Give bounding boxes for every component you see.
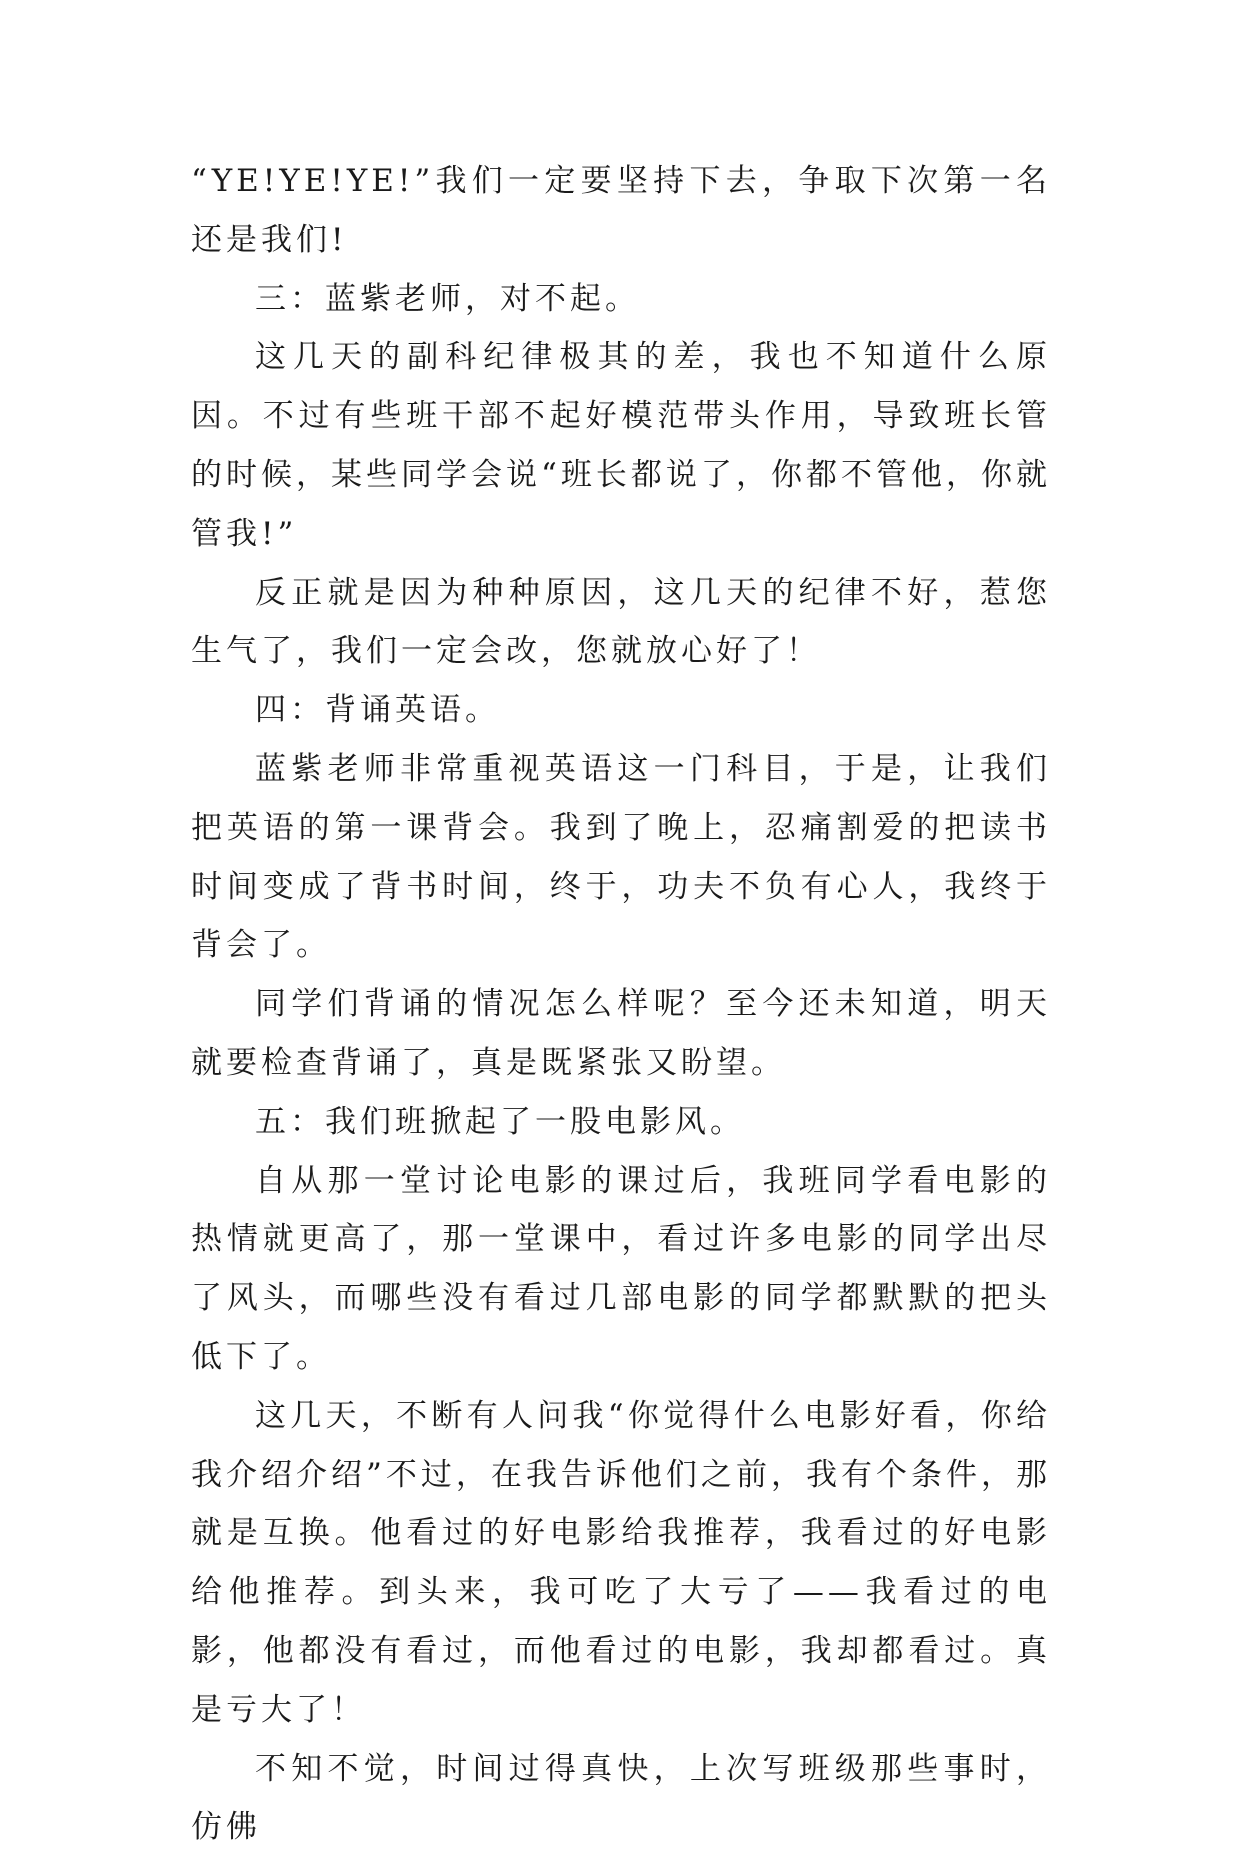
paragraph-6: 蓝紫老师非常重视英语这一门科目，于是，让我们把英语的第一课背会。我到了晚上，忍痛割爱的把读书时间变成了背书时间，终于，功夫不负有心人，我终于背会了。 <box>191 750 1051 964</box>
paragraph-9: 自从那一堂讨论电影的课过后，我班同学看电影的热情就更高了，那一堂课中，看过许多电影的同学出尽了风头，而哪些没有看过几部电影的同学都默默的把头低下了。 <box>191 1162 1051 1375</box>
paragraph-5-heading: 四：背诵英语。 <box>255 692 500 729</box>
paragraph-2-heading: 三：蓝紫老师，对不起。 <box>255 280 640 317</box>
paragraph-7: 同学们背诵的情况怎么样呢？至今还未知道，明天就要检查背诵了，真是既紧张又盼望。 <box>191 986 1051 1081</box>
paragraph-8-heading: 五：我们班掀起了一股电影风。 <box>255 1103 745 1140</box>
paragraph-4: 反正就是因为种种原因，这几天的纪律不好，惹您生气了，我们一定会改，您就放心好了！ <box>191 574 1051 670</box>
paragraph-1: “YE!YE!YE!”我们一定要坚持下去，争取下次第一名还是我们! <box>191 163 1051 258</box>
document-body <box>191 152 1051 1857</box>
paragraph-10: 这几天，不断有人问我“你觉得什么电影好看，你给我介绍介绍”不过，在我告诉他们之前，我有个条件，那就是互换。他看过的好电影给我推荐，我看过的好电影给他推荐。到头来，我可吃了大亏了——我看过的电影，他都没有看过，而他看过的电影，我却都看过。真是亏大了！ <box>191 1397 1051 1728</box>
paragraph-11: 不知不觉，时间过得真快，上次写班级那些事时，仿佛 <box>191 1750 1051 1846</box>
paragraph-3: 这几天的副科纪律极其的差，我也不知道什么原因。不过有些班干部不起好模范带头作用，导致班长管的时候，某些同学会说“班长都说了，你都不管他，你就管我!” <box>191 339 1051 552</box>
